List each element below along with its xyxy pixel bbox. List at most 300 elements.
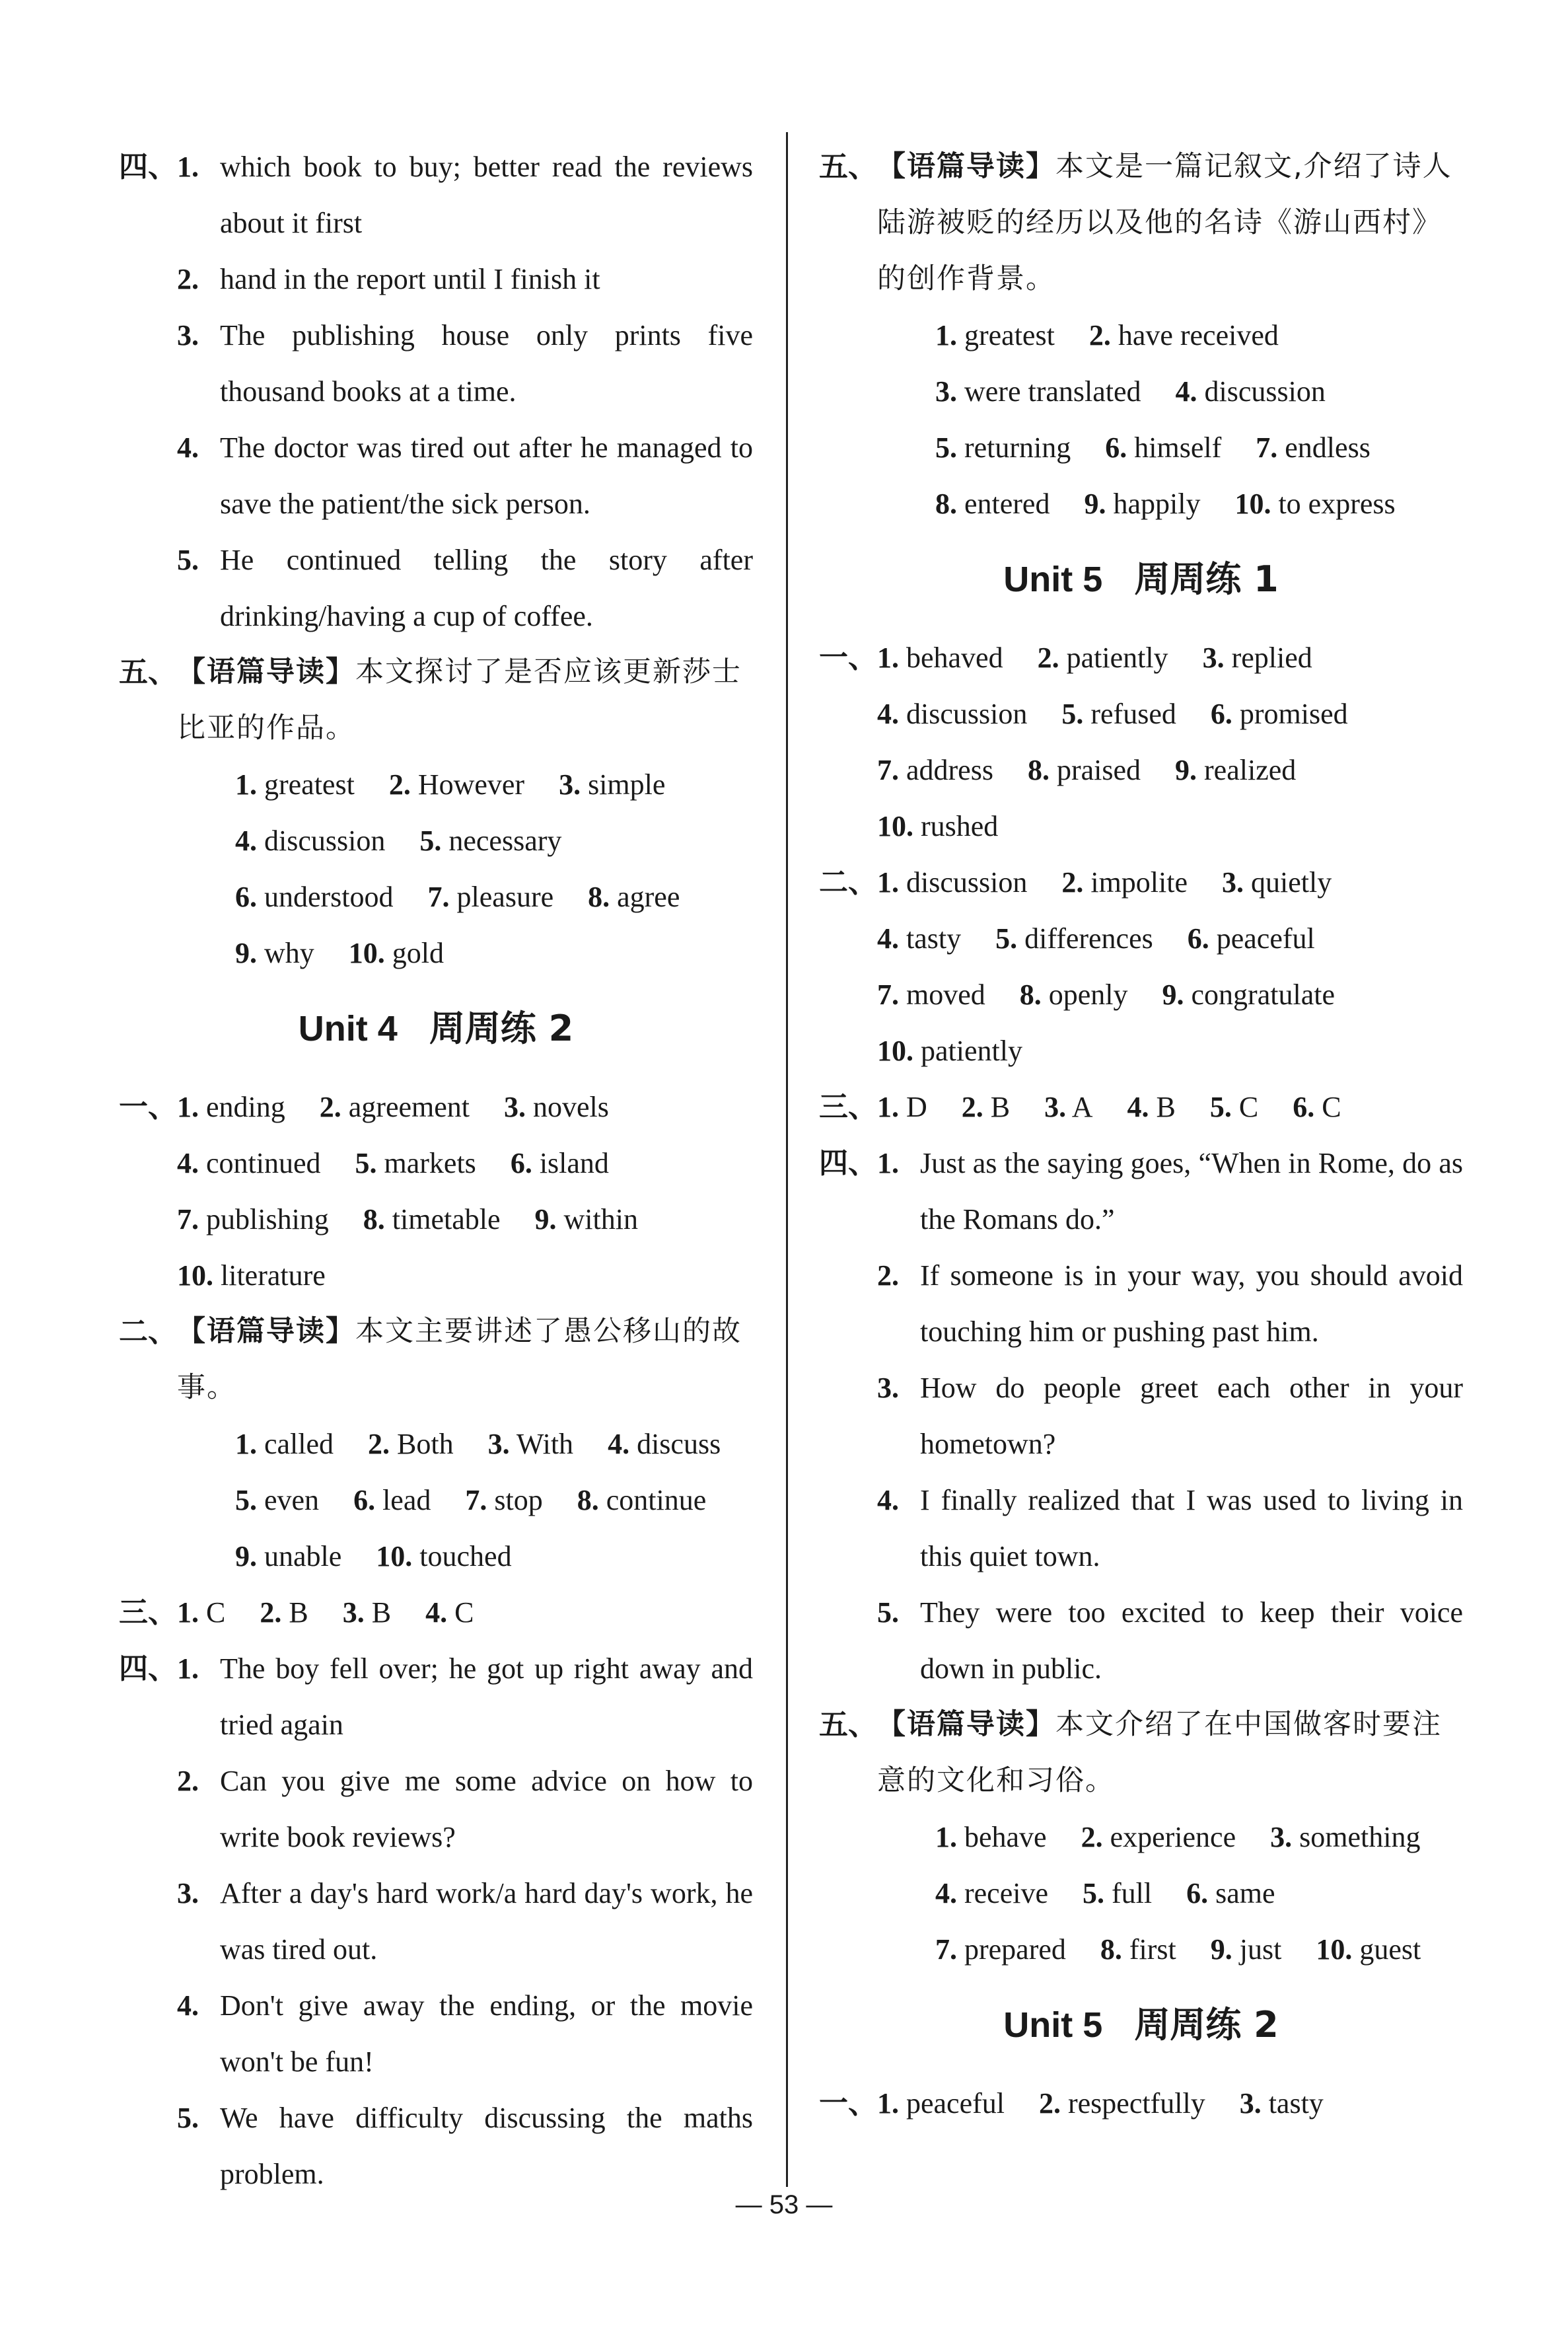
u5-section-3 bbox=[819, 1079, 1463, 1135]
answer-text: even bbox=[264, 1484, 320, 1516]
answer-text: were translated bbox=[964, 375, 1141, 408]
item-text: Don't give away the ending, or the movie won't be fun! bbox=[220, 1989, 753, 2078]
answer-text: address bbox=[906, 754, 993, 786]
answer-number: 4. bbox=[935, 1877, 957, 1909]
answer bbox=[1240, 2075, 1324, 2131]
answer-text: discuss bbox=[637, 1428, 721, 1460]
answer-text: lead bbox=[382, 1484, 431, 1516]
section-label: 五、 bbox=[119, 655, 177, 689]
sentence-item bbox=[177, 2090, 753, 2202]
answer-number: 9. bbox=[1175, 754, 1197, 786]
answer-number: 4. bbox=[608, 1428, 630, 1460]
answer bbox=[1186, 1865, 1275, 1921]
answer-number: 6. bbox=[1187, 922, 1209, 955]
answer bbox=[935, 1865, 1048, 1921]
answer bbox=[1038, 630, 1168, 686]
answer-number: 2. bbox=[1039, 2087, 1061, 2120]
reading-guide: 【语篇导读】本文是一篇记叙文,介绍了诗人陆游被贬的经历以及他的名诗《游山西村》的创作背景。 bbox=[877, 150, 1452, 295]
answer-number: 1. bbox=[877, 2087, 899, 2120]
answer-text: promised bbox=[1239, 698, 1348, 730]
section-label: 五、 bbox=[819, 1708, 877, 1742]
answer bbox=[488, 1416, 573, 1472]
answer-number: 3. bbox=[935, 375, 957, 408]
answer bbox=[1127, 1079, 1176, 1135]
answer bbox=[1061, 854, 1188, 910]
answer-text: B bbox=[371, 1596, 392, 1629]
item-text: They were too excited to keep their voice down in public. bbox=[920, 1596, 1463, 1685]
answer bbox=[1084, 476, 1200, 532]
item-text: How do people greet each other in your hometown? bbox=[920, 1372, 1463, 1460]
answer bbox=[235, 925, 314, 981]
answer bbox=[877, 742, 993, 798]
answer bbox=[1020, 967, 1128, 1023]
answer bbox=[962, 1079, 1010, 1135]
item-text: The boy fell over; he got up right away and tried again bbox=[220, 1652, 753, 1741]
item-number: 3. bbox=[877, 1372, 899, 1404]
answer-number: 5. bbox=[235, 1484, 257, 1516]
answer bbox=[465, 1472, 542, 1528]
answer-number: 9. bbox=[1210, 1933, 1232, 1966]
answer-number: 6. bbox=[235, 881, 257, 913]
answer bbox=[877, 686, 1027, 742]
item-number: 5. bbox=[877, 1596, 899, 1629]
answer bbox=[535, 1191, 638, 1247]
answer-text: stop bbox=[494, 1484, 543, 1516]
answer-text: C bbox=[1322, 1091, 1341, 1123]
answer-line bbox=[935, 1809, 1463, 1865]
sentence-item bbox=[177, 420, 753, 532]
answer-number: 9. bbox=[235, 937, 257, 969]
answer bbox=[995, 910, 1153, 967]
answer bbox=[935, 363, 1141, 420]
answer-text: tasty bbox=[906, 922, 962, 955]
answer-number: 8. bbox=[1019, 978, 1042, 1011]
answer bbox=[877, 630, 1003, 686]
answer bbox=[877, 967, 985, 1023]
answer bbox=[376, 1528, 511, 1584]
answer bbox=[177, 1191, 329, 1247]
answer-number: 8. bbox=[935, 488, 957, 520]
answer-number: 9. bbox=[534, 1203, 557, 1236]
answer bbox=[235, 757, 355, 813]
answer-number: 2. bbox=[388, 768, 411, 801]
answer bbox=[177, 1079, 285, 1135]
answer-text: C bbox=[454, 1596, 474, 1629]
item-number: 3. bbox=[177, 1877, 199, 1909]
answer-number: 7. bbox=[935, 1933, 957, 1966]
answer-line bbox=[877, 798, 1463, 854]
answer bbox=[588, 869, 680, 925]
answer bbox=[1211, 1921, 1282, 1977]
answer bbox=[235, 1472, 319, 1528]
answer bbox=[349, 925, 444, 981]
answer-number: 4. bbox=[877, 922, 899, 955]
answer-text: pleasure bbox=[456, 881, 554, 913]
answer-text: continued bbox=[206, 1147, 321, 1179]
answer bbox=[177, 1584, 225, 1641]
answer-text: receive bbox=[964, 1877, 1048, 1909]
section-label: 四、 bbox=[819, 1146, 877, 1180]
sentence-item bbox=[877, 1135, 1463, 1247]
answer bbox=[1089, 307, 1279, 363]
answer-number: 5. bbox=[355, 1147, 377, 1179]
answer-number: 7. bbox=[877, 978, 899, 1011]
answer-text: entered bbox=[964, 488, 1050, 520]
sentence-item bbox=[177, 1753, 753, 1865]
answer-text: patiently bbox=[921, 1035, 1022, 1067]
answer-text: C bbox=[206, 1596, 226, 1629]
answer-text: discussion bbox=[906, 698, 1028, 730]
answer-text: peaceful bbox=[906, 2087, 1005, 2120]
answer bbox=[368, 1416, 454, 1472]
answer-line bbox=[877, 630, 1463, 686]
answer-number: 1. bbox=[935, 1821, 957, 1853]
answer bbox=[235, 869, 394, 925]
answer-text: returning bbox=[964, 431, 1071, 464]
answer-number: 8. bbox=[588, 881, 610, 913]
section-label: 二、 bbox=[819, 866, 877, 899]
answer-text: necessary bbox=[448, 825, 562, 857]
answer bbox=[1211, 686, 1348, 742]
answer-line bbox=[877, 742, 1463, 798]
answer-number: 2. bbox=[319, 1091, 341, 1123]
answer-number: 2. bbox=[260, 1596, 282, 1629]
section-5-reading bbox=[819, 139, 1463, 532]
answer bbox=[511, 1135, 609, 1191]
answer-text: rushed bbox=[921, 810, 999, 842]
item-number: 2. bbox=[177, 1765, 199, 1797]
answer-text: called bbox=[264, 1428, 334, 1460]
answer-number: 8. bbox=[1027, 754, 1050, 786]
answer bbox=[1203, 630, 1312, 686]
answer bbox=[235, 813, 385, 869]
item-number: 4. bbox=[177, 1989, 199, 2022]
answer-text: realized bbox=[1204, 754, 1297, 786]
answer-line bbox=[177, 1247, 753, 1304]
answer-text: full bbox=[1112, 1877, 1153, 1909]
answer-text: timetable bbox=[392, 1203, 501, 1236]
answer-number: 3. bbox=[1270, 1821, 1293, 1853]
answer bbox=[1293, 1079, 1341, 1135]
answer-number: 1. bbox=[877, 1091, 899, 1123]
answer-text: prepared bbox=[964, 1933, 1066, 1966]
answer bbox=[1176, 363, 1326, 420]
reading-guide: 【语篇导读】本文探讨了是否应该更新莎士比亚的作品。 bbox=[177, 655, 742, 745]
answer-text: B bbox=[1156, 1091, 1176, 1123]
right-column bbox=[819, 139, 1463, 2131]
answer-number: 2. bbox=[1088, 319, 1111, 351]
answer bbox=[353, 1472, 431, 1528]
answer bbox=[1028, 742, 1141, 798]
answer bbox=[177, 1135, 321, 1191]
answer-number: 3. bbox=[559, 768, 581, 801]
section-4-translation bbox=[119, 139, 753, 644]
answer-number: 1. bbox=[177, 1596, 199, 1629]
answer-number: 7. bbox=[877, 754, 899, 786]
item-number: 1. bbox=[177, 1652, 199, 1685]
answer bbox=[260, 1584, 308, 1641]
answer-line bbox=[935, 420, 1463, 476]
answer-text: With bbox=[516, 1428, 574, 1460]
answer-text: gold bbox=[392, 937, 445, 969]
item-text: After a day's hard work/a hard day's work, he was tired out. bbox=[220, 1877, 753, 1966]
reading-guide: 【语篇导读】本文介绍了在中国做客时要注意的文化和习俗。 bbox=[877, 1708, 1442, 1797]
answer bbox=[935, 307, 1055, 363]
item-text: I finally realized that I was used to living in this quiet town. bbox=[920, 1484, 1463, 1572]
answer bbox=[1100, 1921, 1176, 1977]
answer-text: replied bbox=[1231, 642, 1312, 674]
item-text: which book to buy; better read the reviews about it first bbox=[220, 151, 753, 239]
answer-text: discussion bbox=[1204, 375, 1326, 408]
answer-text: behaved bbox=[906, 642, 1003, 674]
answer bbox=[389, 757, 524, 813]
item-number: 1. bbox=[877, 1147, 899, 1179]
answer-number: 6. bbox=[1293, 1091, 1315, 1123]
answer bbox=[1316, 1921, 1421, 1977]
answer-line bbox=[877, 686, 1463, 742]
answer-text: experience bbox=[1110, 1821, 1236, 1853]
answer-text: Both bbox=[397, 1428, 454, 1460]
answer-line bbox=[877, 2075, 1463, 2131]
section-label: 一、 bbox=[819, 2086, 877, 2120]
answer bbox=[320, 1079, 470, 1135]
answer bbox=[577, 1472, 707, 1528]
answer-number: 4. bbox=[177, 1147, 199, 1179]
u5b-section-1 bbox=[819, 2075, 1463, 2131]
answer-number: 9. bbox=[1162, 978, 1184, 1011]
answer-text: within bbox=[563, 1203, 638, 1236]
answer-text: guest bbox=[1359, 1933, 1421, 1966]
answer-number: 2. bbox=[961, 1091, 983, 1123]
answer-number: 9. bbox=[235, 1540, 257, 1572]
answer-number: 4. bbox=[425, 1596, 448, 1629]
answer bbox=[1234, 476, 1395, 532]
answer bbox=[1175, 742, 1296, 798]
answer-number: 6. bbox=[1186, 1877, 1209, 1909]
page-number: — 53 — bbox=[735, 2190, 833, 2219]
answer bbox=[935, 420, 1071, 476]
answer-line bbox=[235, 757, 753, 813]
u5-section-2 bbox=[819, 854, 1463, 1079]
answer-text: greatest bbox=[964, 319, 1055, 351]
answer-text: novels bbox=[532, 1091, 609, 1123]
answer bbox=[177, 1247, 326, 1304]
answer-text: B bbox=[990, 1091, 1011, 1123]
u5-section-4 bbox=[819, 1135, 1463, 1697]
answer-text: openly bbox=[1048, 978, 1128, 1011]
answer-text: respectfully bbox=[1068, 2087, 1205, 2120]
answer-line bbox=[235, 869, 753, 925]
answer bbox=[935, 476, 1050, 532]
answer-number: 10. bbox=[877, 1035, 913, 1067]
item-text: Can you give me some advice on how to write book reviews? bbox=[220, 1765, 753, 1853]
answer-line bbox=[177, 1079, 753, 1135]
answer-text: tasty bbox=[1268, 2087, 1324, 2120]
column-divider bbox=[786, 132, 788, 2187]
u4-section-4 bbox=[119, 1641, 753, 2202]
answer-text: impolite bbox=[1090, 866, 1188, 899]
answer bbox=[935, 1809, 1047, 1865]
answer-number: 6. bbox=[510, 1147, 532, 1179]
answer-line bbox=[177, 1584, 753, 1641]
answer-number: 10. bbox=[348, 937, 385, 969]
answer-text: same bbox=[1215, 1877, 1275, 1909]
answer-number: 3. bbox=[1239, 2087, 1262, 2120]
answer-text: However bbox=[417, 768, 525, 801]
item-text: We have difficulty discussing the maths problem. bbox=[220, 2102, 753, 2190]
answer bbox=[1188, 910, 1315, 967]
item-number: 4. bbox=[177, 431, 199, 464]
answer-text: congratulate bbox=[1191, 978, 1335, 1011]
answer-number: 3. bbox=[342, 1596, 365, 1629]
answer-number: 3. bbox=[503, 1091, 526, 1123]
answer bbox=[877, 798, 998, 854]
answer bbox=[1061, 686, 1176, 742]
answer-number: 5. bbox=[995, 922, 1018, 955]
answer-line bbox=[935, 476, 1463, 532]
answer-line bbox=[877, 854, 1463, 910]
answer-line bbox=[177, 1135, 753, 1191]
answer-text: markets bbox=[384, 1147, 476, 1179]
answer bbox=[877, 854, 1027, 910]
answer bbox=[363, 1191, 501, 1247]
answer-number: 7. bbox=[465, 1484, 487, 1516]
answer bbox=[877, 910, 961, 967]
answer-text: why bbox=[264, 937, 314, 969]
sentence-item bbox=[177, 1977, 753, 2090]
answer bbox=[504, 1079, 609, 1135]
answer-line bbox=[877, 967, 1463, 1023]
answer-text: behave bbox=[964, 1821, 1047, 1853]
sentence-item bbox=[177, 1865, 753, 1977]
answer bbox=[559, 757, 665, 813]
answer-line bbox=[935, 1865, 1463, 1921]
section-label: 五、 bbox=[819, 150, 877, 184]
answer bbox=[1039, 2075, 1205, 2131]
answer-line bbox=[935, 1921, 1463, 1977]
item-text: hand in the report until I finish it bbox=[220, 263, 600, 295]
item-text: The publishing house only prints five thousand books at a time. bbox=[220, 319, 753, 408]
answer-number: 6. bbox=[1210, 698, 1232, 730]
answer bbox=[1044, 1079, 1092, 1135]
answer-text: differences bbox=[1024, 922, 1153, 955]
sentence-item bbox=[877, 1584, 1463, 1697]
item-text: Just as the saying goes, “When in Rome, do as the Romans do.” bbox=[920, 1147, 1463, 1236]
answer bbox=[1210, 1079, 1258, 1135]
answer-text: greatest bbox=[264, 768, 355, 801]
answer bbox=[419, 813, 561, 869]
answer-text: A bbox=[1071, 1091, 1093, 1123]
item-text: The doctor was tired out after he managed to save the patient/the sick person. bbox=[220, 431, 753, 520]
u4-section-3 bbox=[119, 1584, 753, 1641]
unit-heading: Unit 5 周周练 2 bbox=[1003, 2004, 1279, 2046]
answer bbox=[235, 1416, 334, 1472]
answer-number: 5. bbox=[1209, 1091, 1232, 1123]
answer-line bbox=[235, 813, 753, 869]
u5-section-1 bbox=[819, 630, 1463, 854]
answer-line bbox=[235, 925, 753, 981]
answer-number: 9. bbox=[1084, 488, 1106, 520]
section-label: 三、 bbox=[819, 1090, 877, 1124]
answer bbox=[877, 1023, 1022, 1079]
answer-text: peaceful bbox=[1216, 922, 1315, 955]
sentence-item bbox=[877, 1472, 1463, 1584]
section-5-reading bbox=[119, 644, 753, 981]
answer-text: have received bbox=[1118, 319, 1279, 351]
answer-number: 8. bbox=[577, 1484, 599, 1516]
section-label: 四、 bbox=[119, 1652, 177, 1685]
answer bbox=[1081, 1809, 1236, 1865]
answer-number: 8. bbox=[1100, 1933, 1122, 1966]
answer-number: 5. bbox=[1061, 698, 1084, 730]
answer-number: 2. bbox=[1061, 866, 1084, 899]
answer-number: 7. bbox=[1256, 431, 1278, 464]
answer-number: 1. bbox=[935, 319, 957, 351]
unit-heading: Unit 5 周周练 1 bbox=[1003, 558, 1279, 600]
answer-number: 4. bbox=[1127, 1091, 1149, 1123]
answer-number: 6. bbox=[353, 1484, 376, 1516]
sentence-item bbox=[177, 139, 753, 251]
answer-number: 2. bbox=[1037, 642, 1059, 674]
answer-number: 7. bbox=[427, 881, 450, 913]
answer-number: 4. bbox=[235, 825, 257, 857]
answer-number: 6. bbox=[1105, 431, 1127, 464]
answer-text: publishing bbox=[206, 1203, 329, 1236]
answer-text: continue bbox=[606, 1484, 707, 1516]
answer bbox=[235, 1528, 341, 1584]
answer-line bbox=[935, 363, 1463, 420]
answer-text: literature bbox=[221, 1259, 326, 1292]
answer bbox=[1162, 967, 1335, 1023]
answer-number: 7. bbox=[177, 1203, 199, 1236]
answer bbox=[935, 1921, 1066, 1977]
answer bbox=[877, 2075, 1005, 2131]
answer-text: refused bbox=[1090, 698, 1176, 730]
reading-guide: 【语篇导读】本文主要讲述了愚公移山的故事。 bbox=[177, 1315, 742, 1404]
unit-heading: Unit 4 周周练 2 bbox=[298, 1008, 574, 1049]
answer-number: 10. bbox=[376, 1540, 413, 1572]
answer bbox=[1270, 1809, 1420, 1865]
answer-number: 5. bbox=[419, 825, 442, 857]
answer-line bbox=[177, 1191, 753, 1247]
answer-number: 3. bbox=[1044, 1091, 1067, 1123]
item-number: 3. bbox=[177, 319, 199, 351]
answer-number: 1. bbox=[177, 1091, 199, 1123]
answer-text: happily bbox=[1113, 488, 1201, 520]
answer-number: 4. bbox=[1175, 375, 1197, 408]
answer-number: 4. bbox=[877, 698, 899, 730]
answer-text: B bbox=[289, 1596, 308, 1629]
answer-text: island bbox=[539, 1147, 609, 1179]
item-number: 5. bbox=[177, 544, 199, 576]
answer-line bbox=[235, 1528, 755, 1584]
answer-text: to express bbox=[1278, 488, 1396, 520]
answer-number: 10. bbox=[1234, 488, 1271, 520]
sentence-item bbox=[177, 532, 753, 644]
section-label: 二、 bbox=[119, 1315, 177, 1348]
left-column bbox=[119, 139, 753, 2202]
answer-text: first bbox=[1129, 1933, 1176, 1966]
answer bbox=[1222, 854, 1332, 910]
answer-text: patiently bbox=[1066, 642, 1168, 674]
answer-text: something bbox=[1299, 1821, 1421, 1853]
u4-section-2 bbox=[119, 1304, 753, 1584]
answer-text: unable bbox=[264, 1540, 342, 1572]
answer-number: 3. bbox=[1202, 642, 1225, 674]
answer-text: discussion bbox=[906, 866, 1028, 899]
answer bbox=[1083, 1865, 1152, 1921]
section-label: 一、 bbox=[819, 641, 877, 675]
